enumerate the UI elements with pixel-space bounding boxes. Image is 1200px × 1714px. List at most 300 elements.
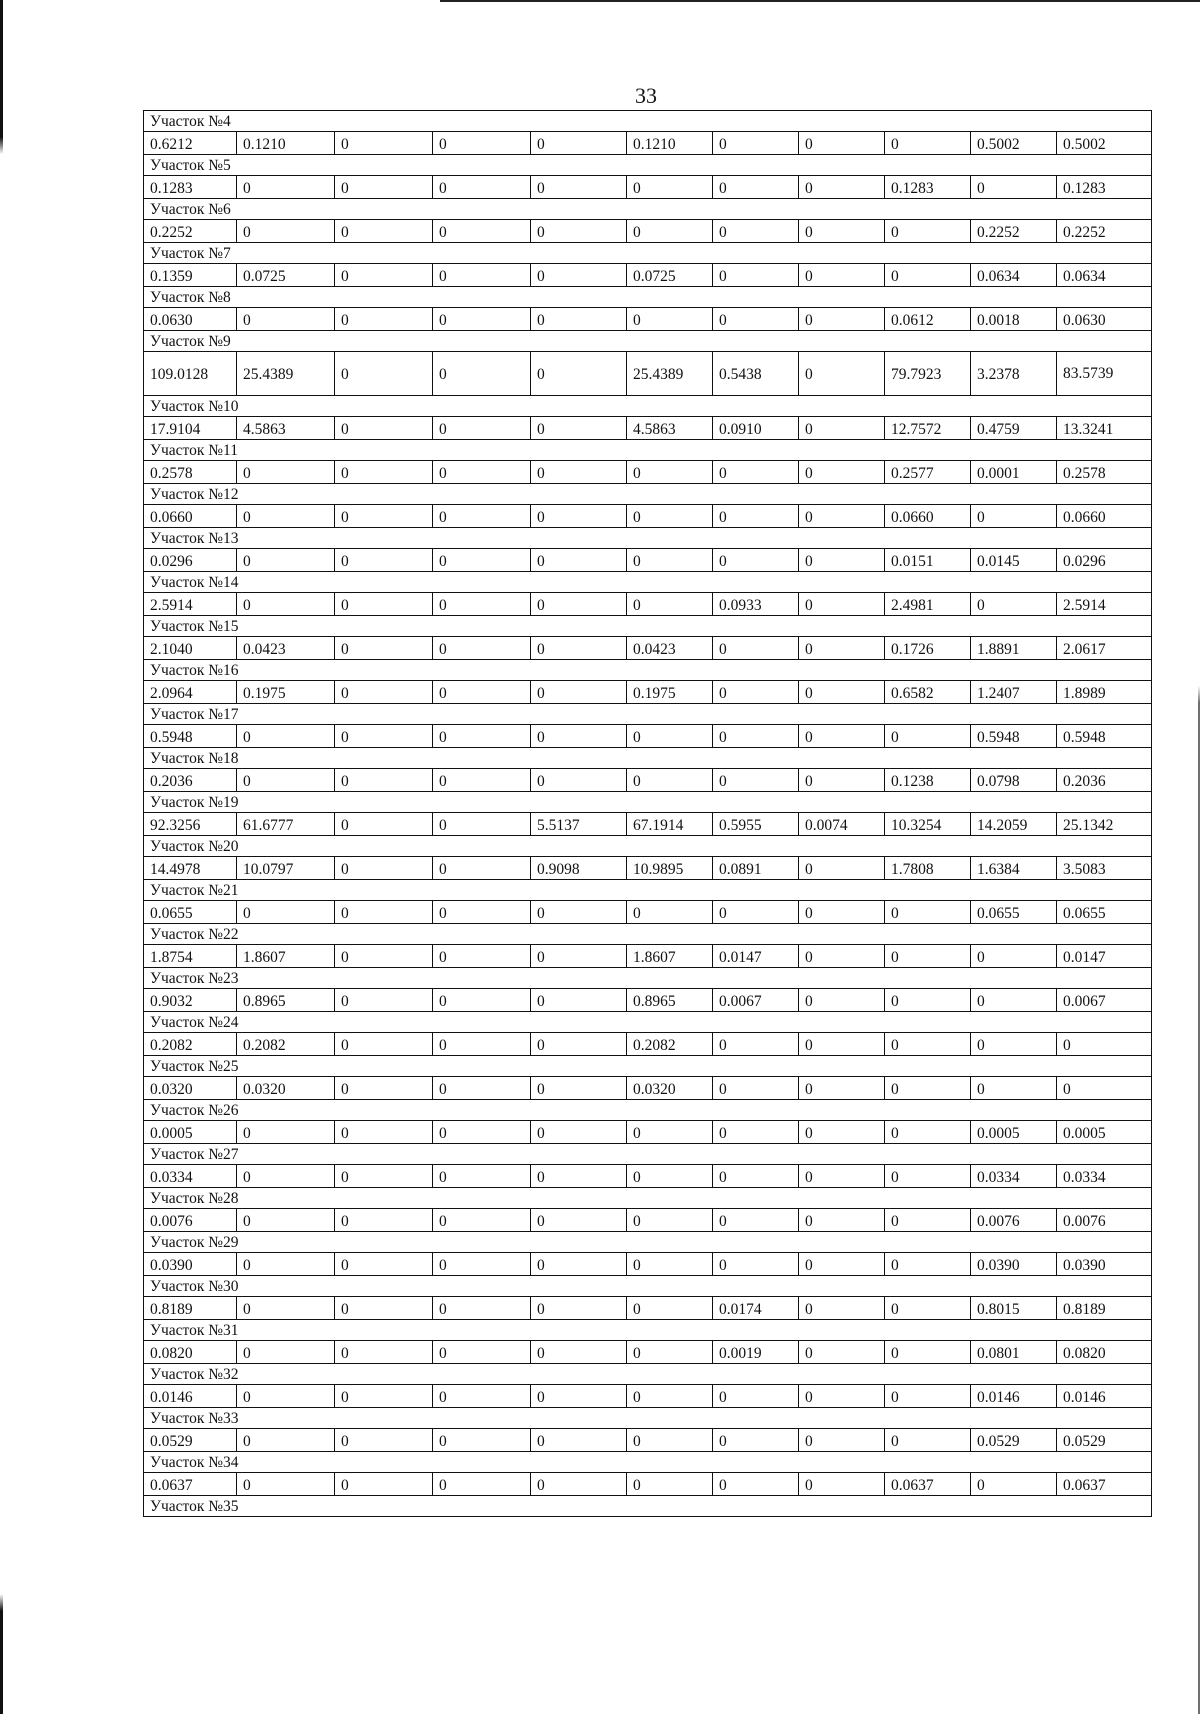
table-cell: 0 <box>237 1165 335 1188</box>
table-cell: 0 <box>799 417 885 440</box>
table-cell: 2.0964 <box>144 681 237 704</box>
table-cell: 0.0637 <box>144 1473 237 1496</box>
table-cell: 0.0612 <box>885 308 971 331</box>
table-cell: 0 <box>531 1473 627 1496</box>
table-cell: 0 <box>799 1297 885 1320</box>
table-cell: 0 <box>335 681 433 704</box>
section-header-row <box>144 1012 1152 1033</box>
table-cell: 0 <box>237 308 335 331</box>
table-cell: 0.0320 <box>627 1077 713 1100</box>
table-cell: 0 <box>885 1253 971 1276</box>
table-cell: 0 <box>531 901 627 924</box>
table-row <box>144 549 1152 572</box>
table-cell: 0 <box>885 989 971 1012</box>
section-title: Участок №4 <box>144 111 1152 132</box>
section-title: Участок №9 <box>144 331 1152 352</box>
table-cell: 0.0334 <box>971 1165 1057 1188</box>
table-cell: 0 <box>433 857 531 880</box>
section-header-row <box>144 1408 1152 1429</box>
table-cell: 1.8607 <box>627 945 713 968</box>
table-cell: 0 <box>627 461 713 484</box>
table-cell: 0.8189 <box>144 1297 237 1320</box>
table-cell: 0 <box>433 989 531 1012</box>
table-cell: 0 <box>433 308 531 331</box>
table-cell: 0 <box>237 176 335 199</box>
section-title: Участок №28 <box>144 1188 1152 1209</box>
table-cell: 0 <box>627 1165 713 1188</box>
table-row <box>144 1209 1152 1232</box>
table-cell: 0 <box>335 220 433 243</box>
table-row <box>144 901 1152 924</box>
table-cell: 0 <box>799 1209 885 1232</box>
section-header-row <box>144 660 1152 681</box>
table-cell: 0 <box>237 1429 335 1452</box>
table-cell: 0 <box>433 220 531 243</box>
table-cell: 0 <box>433 417 531 440</box>
table-cell: 0 <box>713 681 799 704</box>
table-cell: 0 <box>971 1033 1057 1056</box>
table-cell: 0 <box>799 505 885 528</box>
section-header-row <box>144 1276 1152 1297</box>
table-cell: 0.1210 <box>237 132 335 155</box>
table-cell: 0 <box>627 901 713 924</box>
table-cell: 0.0630 <box>1057 308 1152 331</box>
table-cell: 0 <box>335 1429 433 1452</box>
table-cell: 0.0067 <box>713 989 799 1012</box>
table-row <box>144 1341 1152 1364</box>
table-row <box>144 417 1152 440</box>
table-cell: 0 <box>335 264 433 287</box>
table-cell: 0.2036 <box>144 769 237 792</box>
table-row <box>144 461 1152 484</box>
table-cell: 0 <box>1057 1033 1152 1056</box>
section-header-row <box>144 440 1152 461</box>
table-row <box>144 1253 1152 1276</box>
table-cell: 0 <box>799 1473 885 1496</box>
table-cell: 0 <box>531 593 627 616</box>
table-cell: 0.2252 <box>1057 220 1152 243</box>
table-cell: 0.2252 <box>971 220 1057 243</box>
table-cell: 0 <box>799 769 885 792</box>
table-cell: 0 <box>237 1297 335 1320</box>
table-cell: 0 <box>713 308 799 331</box>
table-cell: 0 <box>713 1385 799 1408</box>
table-cell: 0.5955 <box>713 813 799 836</box>
table-cell: 0 <box>885 220 971 243</box>
table-cell: 0 <box>799 989 885 1012</box>
table-cell: 0.5002 <box>971 132 1057 155</box>
table-cell: 0 <box>335 769 433 792</box>
table-cell: 0 <box>335 813 433 836</box>
table-cell: 0 <box>237 220 335 243</box>
table-row <box>144 769 1152 792</box>
table-cell: 0 <box>885 901 971 924</box>
table-row <box>144 1297 1152 1320</box>
table-cell: 0.2578 <box>1057 461 1152 484</box>
table-row <box>144 1121 1152 1144</box>
table-cell: 0.0001 <box>971 461 1057 484</box>
table-cell: 0 <box>713 176 799 199</box>
table-row <box>144 1429 1152 1452</box>
table-cell: 83.5739 <box>1057 352 1152 396</box>
table-cell: 61.6777 <box>237 813 335 836</box>
table-cell: 0 <box>433 549 531 572</box>
table-cell: 0 <box>433 352 531 396</box>
table-cell: 0 <box>885 132 971 155</box>
table-cell: 0 <box>799 461 885 484</box>
table-cell: 0 <box>713 769 799 792</box>
table-cell: 0.0146 <box>144 1385 237 1408</box>
section-title: Участок №32 <box>144 1364 1152 1385</box>
section-header-row <box>144 484 1152 505</box>
table-cell: 0 <box>971 505 1057 528</box>
table-cell: 0.0076 <box>1057 1209 1152 1232</box>
table-cell: 10.3254 <box>885 813 971 836</box>
table-row <box>144 681 1152 704</box>
table-row <box>144 725 1152 748</box>
table-cell: 0.0076 <box>144 1209 237 1232</box>
table-cell: 0.1975 <box>627 681 713 704</box>
table-cell: 1.7808 <box>885 857 971 880</box>
table-cell: 0 <box>433 132 531 155</box>
table-cell: 0.1283 <box>885 176 971 199</box>
table-cell: 0 <box>627 1121 713 1144</box>
section-header-row <box>144 199 1152 220</box>
table-cell: 13.3241 <box>1057 417 1152 440</box>
table-cell: 0.0910 <box>713 417 799 440</box>
table-cell: 0 <box>627 176 713 199</box>
table-cell: 0 <box>433 681 531 704</box>
table-cell: 0.0296 <box>1057 549 1152 572</box>
section-title: Участок №17 <box>144 704 1152 725</box>
table-cell: 0 <box>335 461 433 484</box>
table-cell: 0 <box>627 769 713 792</box>
table-cell: 0.1359 <box>144 264 237 287</box>
table-cell: 0 <box>885 1077 971 1100</box>
table-cell: 12.7572 <box>885 417 971 440</box>
section-header-row <box>144 1056 1152 1077</box>
table-cell: 0 <box>627 1473 713 1496</box>
table-cell: 0 <box>531 989 627 1012</box>
table-cell: 1.2407 <box>971 681 1057 704</box>
section-title: Участок №22 <box>144 924 1152 945</box>
table-cell: 92.3256 <box>144 813 237 836</box>
table-row <box>144 308 1152 331</box>
table-cell: 0 <box>531 461 627 484</box>
table-cell: 0.0660 <box>144 505 237 528</box>
section-title: Участок №33 <box>144 1408 1152 1429</box>
table-cell: 0 <box>885 1165 971 1188</box>
table-row <box>144 857 1152 880</box>
table-cell: 0 <box>885 725 971 748</box>
data-table <box>143 110 1152 1517</box>
table-cell: 0 <box>531 1253 627 1276</box>
section-header-row <box>144 572 1152 593</box>
section-title: Участок №11 <box>144 440 1152 461</box>
table-cell: 0 <box>531 1033 627 1056</box>
table-cell: 0 <box>627 1209 713 1232</box>
table-cell: 0.0076 <box>971 1209 1057 1232</box>
section-title: Участок №8 <box>144 287 1152 308</box>
section-title: Участок №30 <box>144 1276 1152 1297</box>
table-cell: 0 <box>433 264 531 287</box>
table-cell: 0 <box>237 725 335 748</box>
section-title: Участок №5 <box>144 155 1152 176</box>
table-cell: 0.0005 <box>1057 1121 1152 1144</box>
section-header-row <box>144 792 1152 813</box>
table-row <box>144 505 1152 528</box>
table-cell: 0 <box>971 176 1057 199</box>
table-cell: 0 <box>799 901 885 924</box>
page-number: 33 <box>635 83 657 108</box>
table-cell: 0.9098 <box>531 857 627 880</box>
section-title: Участок №20 <box>144 836 1152 857</box>
table-cell: 0 <box>433 1077 531 1100</box>
table-cell: 0.0655 <box>1057 901 1152 924</box>
table-cell: 0 <box>713 1165 799 1188</box>
table-cell: 0 <box>433 1165 531 1188</box>
table-cell: 0 <box>713 1077 799 1100</box>
table-cell: 67.1914 <box>627 813 713 836</box>
table-cell: 0.0655 <box>971 901 1057 924</box>
table-cell: 0 <box>433 725 531 748</box>
section-header-row <box>144 1320 1152 1341</box>
table-cell: 0 <box>335 857 433 880</box>
table-cell: 0 <box>531 308 627 331</box>
table-cell: 0 <box>971 1473 1057 1496</box>
table-cell: 2.0617 <box>1057 637 1152 660</box>
table-cell: 0.0655 <box>144 901 237 924</box>
table-cell: 0 <box>799 1253 885 1276</box>
table-row <box>144 1473 1152 1496</box>
table-cell: 0 <box>713 132 799 155</box>
table-cell: 0 <box>433 813 531 836</box>
table-cell: 0.0630 <box>144 308 237 331</box>
table-cell: 0 <box>713 549 799 572</box>
table-cell: 0 <box>531 1077 627 1100</box>
table-cell: 0 <box>885 1209 971 1232</box>
table-cell: 0 <box>531 417 627 440</box>
table-cell: 0 <box>237 1209 335 1232</box>
table-cell: 0 <box>335 176 433 199</box>
table-cell: 0.0334 <box>144 1165 237 1188</box>
table-cell: 0.0801 <box>971 1341 1057 1364</box>
section-title: Участок №26 <box>144 1100 1152 1121</box>
table-cell: 0 <box>799 132 885 155</box>
section-header-row <box>144 528 1152 549</box>
table-cell: 0 <box>713 505 799 528</box>
table-cell: 0 <box>885 264 971 287</box>
table-cell: 0.2578 <box>144 461 237 484</box>
section-title: Участок №31 <box>144 1320 1152 1341</box>
section-header-row <box>144 1100 1152 1121</box>
table-cell: 0 <box>433 1429 531 1452</box>
table-cell: 0.8189 <box>1057 1297 1152 1320</box>
section-header-row <box>144 1232 1152 1253</box>
table-row <box>144 989 1152 1012</box>
section-header-row <box>144 704 1152 725</box>
table-cell: 0 <box>335 1297 433 1320</box>
table-cell: 25.4389 <box>627 352 713 396</box>
table-row <box>144 945 1152 968</box>
table-cell: 0.0296 <box>144 549 237 572</box>
table-cell: 0 <box>799 352 885 396</box>
section-header-row <box>144 880 1152 901</box>
table-cell: 79.7923 <box>885 352 971 396</box>
table-cell: 0 <box>433 1341 531 1364</box>
table-cell: 0 <box>885 1429 971 1452</box>
table-cell: 0 <box>799 176 885 199</box>
table-cell: 0 <box>433 1033 531 1056</box>
table-cell: 0 <box>713 1209 799 1232</box>
table-cell: 0 <box>433 1209 531 1232</box>
section-title: Участок №34 <box>144 1452 1152 1473</box>
section-header-row <box>144 616 1152 637</box>
table-cell: 0.0390 <box>1057 1253 1152 1276</box>
table-cell: 4.5863 <box>627 417 713 440</box>
table-cell: 0 <box>531 352 627 396</box>
section-title: Участок №27 <box>144 1144 1152 1165</box>
table-row <box>144 813 1152 836</box>
table-cell: 0.0798 <box>971 769 1057 792</box>
table-cell: 0.2577 <box>885 461 971 484</box>
table-cell: 0 <box>237 1473 335 1496</box>
table-cell: 0 <box>237 1253 335 1276</box>
table-cell: 0.0005 <box>144 1121 237 1144</box>
table-cell: 0 <box>627 505 713 528</box>
table-cell: 2.5914 <box>1057 593 1152 616</box>
table-cell: 0 <box>237 1385 335 1408</box>
section-title: Участок №23 <box>144 968 1152 989</box>
section-header-row <box>144 287 1152 308</box>
table-cell: 0 <box>971 945 1057 968</box>
table-cell: 0 <box>713 461 799 484</box>
table-cell: 0 <box>433 593 531 616</box>
table-cell: 0 <box>799 1121 885 1144</box>
table-cell: 0 <box>799 549 885 572</box>
table-cell: 0.8015 <box>971 1297 1057 1320</box>
section-header-row <box>144 1496 1152 1517</box>
table-cell: 0 <box>335 593 433 616</box>
table-row <box>144 637 1152 660</box>
table-cell: 0 <box>335 1385 433 1408</box>
table-cell: 0.0725 <box>237 264 335 287</box>
table-cell: 17.9104 <box>144 417 237 440</box>
table-cell: 0.1975 <box>237 681 335 704</box>
table-cell: 0 <box>335 308 433 331</box>
table-cell: 0 <box>335 637 433 660</box>
section-title: Участок №7 <box>144 243 1152 264</box>
table-cell: 0 <box>433 1473 531 1496</box>
table-cell: 0 <box>885 1297 971 1320</box>
table-cell: 0 <box>433 505 531 528</box>
section-header-row <box>144 331 1152 352</box>
table-row <box>144 1385 1152 1408</box>
table-cell: 0 <box>531 1341 627 1364</box>
table-cell: 0 <box>433 461 531 484</box>
section-header-row <box>144 243 1152 264</box>
table-cell: 0 <box>885 945 971 968</box>
table-cell: 0 <box>971 593 1057 616</box>
table-cell: 0 <box>531 132 627 155</box>
table-row <box>144 1033 1152 1056</box>
table-cell: 0.0174 <box>713 1297 799 1320</box>
table-cell: 1.6384 <box>971 857 1057 880</box>
table-row <box>144 132 1152 155</box>
table-cell: 0.0145 <box>971 549 1057 572</box>
table-cell: 0 <box>433 901 531 924</box>
table-cell: 0 <box>433 176 531 199</box>
section-header-row <box>144 111 1152 132</box>
table-cell: 0.0637 <box>885 1473 971 1496</box>
table-cell: 0 <box>433 1121 531 1144</box>
table-cell: 0 <box>627 1253 713 1276</box>
table-cell: 0 <box>799 1385 885 1408</box>
table-row <box>144 176 1152 199</box>
section-title: Участок №14 <box>144 572 1152 593</box>
table-cell: 0 <box>433 945 531 968</box>
table-cell: 0 <box>627 220 713 243</box>
table-cell: 14.2059 <box>971 813 1057 836</box>
table-cell: 0 <box>713 901 799 924</box>
table-cell: 0 <box>799 1033 885 1056</box>
table-cell: 0.1210 <box>627 132 713 155</box>
table-cell: 0 <box>627 549 713 572</box>
table-cell: 0 <box>531 264 627 287</box>
table-cell: 0.0067 <box>1057 989 1152 1012</box>
table-cell: 0 <box>335 417 433 440</box>
table-cell: 0.5948 <box>971 725 1057 748</box>
table-cell: 0 <box>531 549 627 572</box>
table-cell: 0 <box>335 132 433 155</box>
table-cell: 0 <box>799 1341 885 1364</box>
table-cell: 0 <box>799 857 885 880</box>
section-header-row <box>144 924 1152 945</box>
table-row <box>144 352 1152 396</box>
table-cell: 0 <box>433 1253 531 1276</box>
table-cell: 0.2082 <box>627 1033 713 1056</box>
table-cell: 10.9895 <box>627 857 713 880</box>
table-cell: 0 <box>531 637 627 660</box>
table-cell: 0.9032 <box>144 989 237 1012</box>
table-cell: 0.0005 <box>971 1121 1057 1144</box>
table-cell: 2.4981 <box>885 593 971 616</box>
table-cell: 0 <box>713 1033 799 1056</box>
table-cell: 0.1238 <box>885 769 971 792</box>
table-cell: 0.0820 <box>144 1341 237 1364</box>
table-cell: 0.0334 <box>1057 1165 1152 1188</box>
table-cell: 0 <box>627 1341 713 1364</box>
section-header-row <box>144 155 1152 176</box>
table-cell: 0 <box>335 505 433 528</box>
table-cell: 0.0146 <box>971 1385 1057 1408</box>
table-cell: 10.0797 <box>237 857 335 880</box>
section-header-row <box>144 1188 1152 1209</box>
table-cell: 0.2082 <box>237 1033 335 1056</box>
table-cell: 0.0423 <box>237 637 335 660</box>
table-cell: 0.0147 <box>713 945 799 968</box>
section-header-row <box>144 396 1152 417</box>
table-cell: 0 <box>433 1297 531 1320</box>
section-title: Участок №6 <box>144 199 1152 220</box>
table-row <box>144 220 1152 243</box>
section-header-row <box>144 1144 1152 1165</box>
table-cell: 0 <box>335 352 433 396</box>
table-cell: 0 <box>335 1209 433 1232</box>
table-cell: 0 <box>799 220 885 243</box>
table-cell: 0 <box>531 176 627 199</box>
table-cell: 109.0128 <box>144 352 237 396</box>
